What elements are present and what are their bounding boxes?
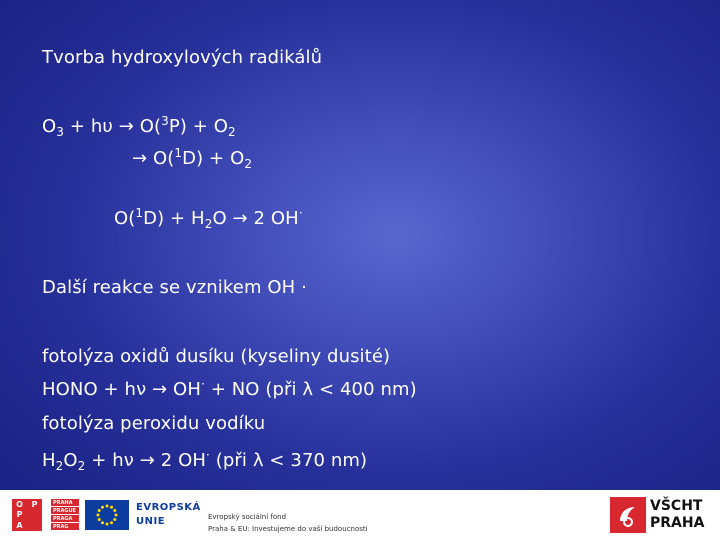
slide-title: Tvorba hydroxylových radikálů bbox=[42, 47, 323, 68]
equation-oh-formation: $O(^1D) + H_2O \to 2$ OH· bbox=[114, 206, 303, 231]
equation-ozone-photolysis: $O_3 + h\upsilon \to O(^3P) + O_2$ bbox=[42, 114, 236, 139]
esf-label: Evropský sociální fond Praha & EU: Investujeme do vaší budoucnosti bbox=[208, 513, 368, 533]
equation-ozone-photolysis-branch: → $O(^1D) + O_2$ bbox=[132, 146, 253, 171]
eu-flag-icon bbox=[85, 500, 129, 530]
peroxide-photolysis-heading: fotolýza peroxidu vodíku bbox=[42, 413, 266, 434]
other-reactions-heading: Další reakce se vznikem OH · bbox=[42, 277, 307, 298]
vscht-label: VŠCHT PRAHA bbox=[650, 498, 705, 531]
vscht-logo-icon bbox=[610, 497, 646, 533]
opp-logo: O P P A bbox=[12, 499, 42, 531]
eu-label: EVROPSKÁ UNIE bbox=[136, 502, 201, 527]
equation-hono-photolysis: HONO + hν → OH· + NO (při λ < 400 nm) bbox=[42, 377, 417, 400]
praha-logo: PRAHA PRAGUE PRAGA PRAG bbox=[51, 499, 79, 531]
nitrous-acid-photolysis-heading: fotolýza oxidů dusíku (kyseliny dusité) bbox=[42, 346, 391, 367]
equation-h2o2-photolysis: $H_2O_2 + h\nu \to 2$ OH· (při λ < 370 nm) bbox=[42, 448, 368, 473]
